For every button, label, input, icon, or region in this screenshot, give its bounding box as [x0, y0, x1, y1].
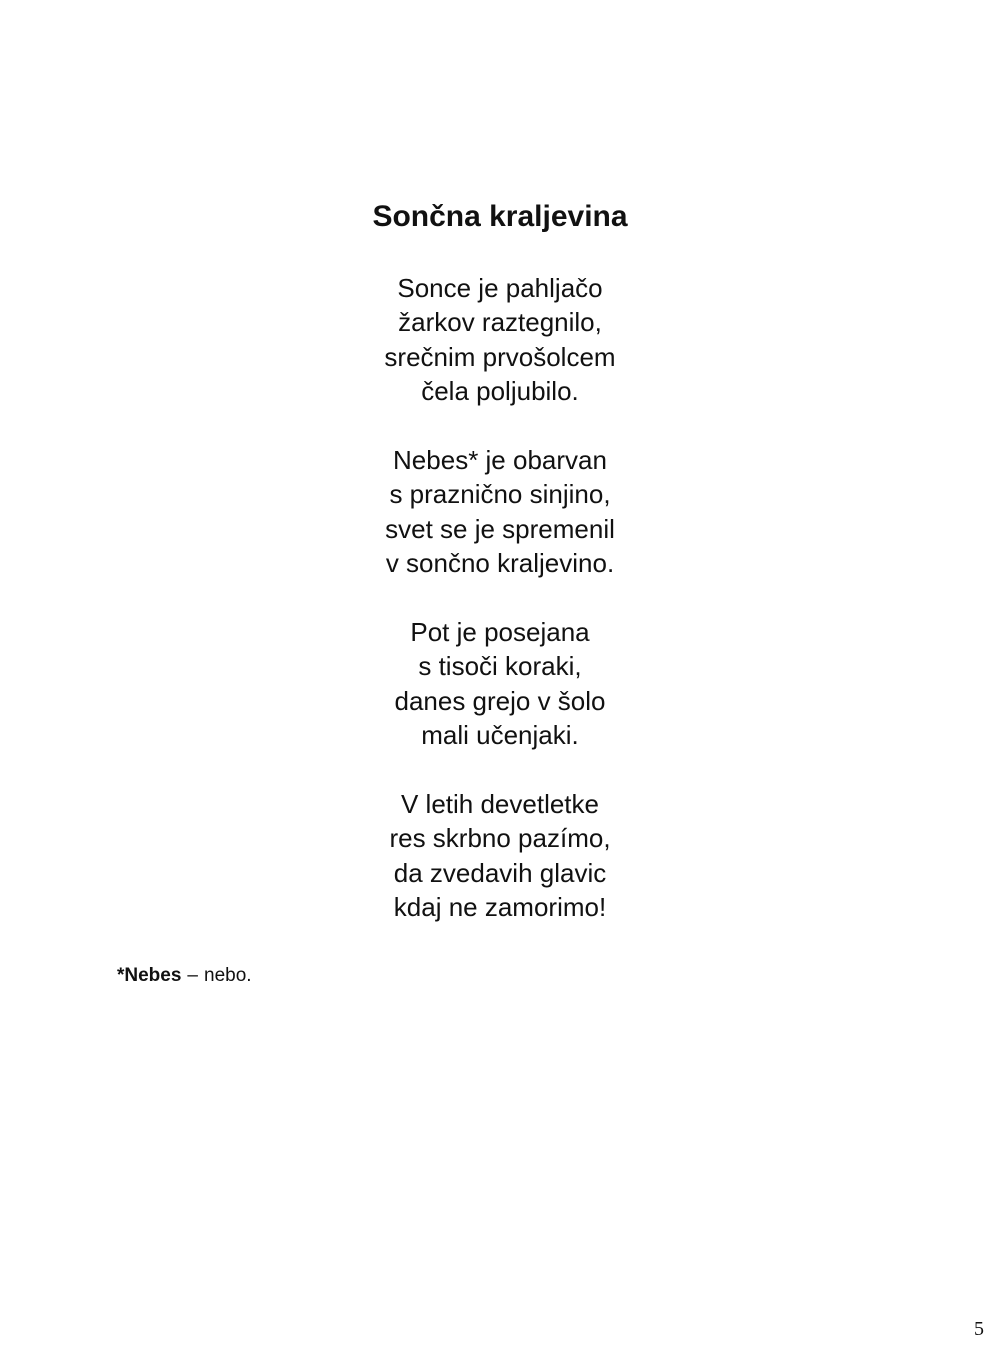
footnote-definition: nebo.	[204, 965, 252, 986]
page-number: 5	[974, 1318, 984, 1340]
footnote-dash: –	[187, 965, 198, 986]
poem-line: res skrbno pazímo,	[389, 823, 611, 854]
poem-line: Pot je posejana	[410, 617, 590, 647]
poem-line: da zvedavih glavic	[393, 857, 607, 888]
poem-line: danes grejo v šolo	[394, 685, 606, 716]
poem-line: s praznično sinjino,	[389, 479, 611, 510]
poem-title: Sončna kraljevina	[372, 200, 628, 233]
poem-line: čela poljubilo.	[421, 375, 579, 406]
poem-line: Sonce je pahljačo	[397, 273, 603, 303]
poem-line: srečnim prvošolcem	[384, 341, 616, 372]
poem-line: svet se je spremenil	[385, 513, 615, 544]
footnote	[117, 964, 252, 988]
poem-line: s tisoči koraki,	[418, 651, 582, 682]
poem-line: v sončno kraljevino.	[385, 547, 615, 578]
poem-line: žarkov raztegnilo,	[398, 307, 602, 338]
poem-stanza-1	[0, 271, 1000, 408]
poem-line: V letih devetletke	[400, 789, 599, 819]
poem-stanza-4	[0, 787, 1000, 924]
poem-line: kdaj ne zamorimo!	[393, 891, 607, 922]
poem-stanza-2	[0, 443, 1000, 580]
poem-line: mali učenjaki.	[421, 719, 579, 750]
footnote-term: *Nebes	[117, 965, 182, 986]
poem-stanza-3	[0, 615, 1000, 752]
poem-line: Nebes* je obarvan	[393, 445, 607, 475]
